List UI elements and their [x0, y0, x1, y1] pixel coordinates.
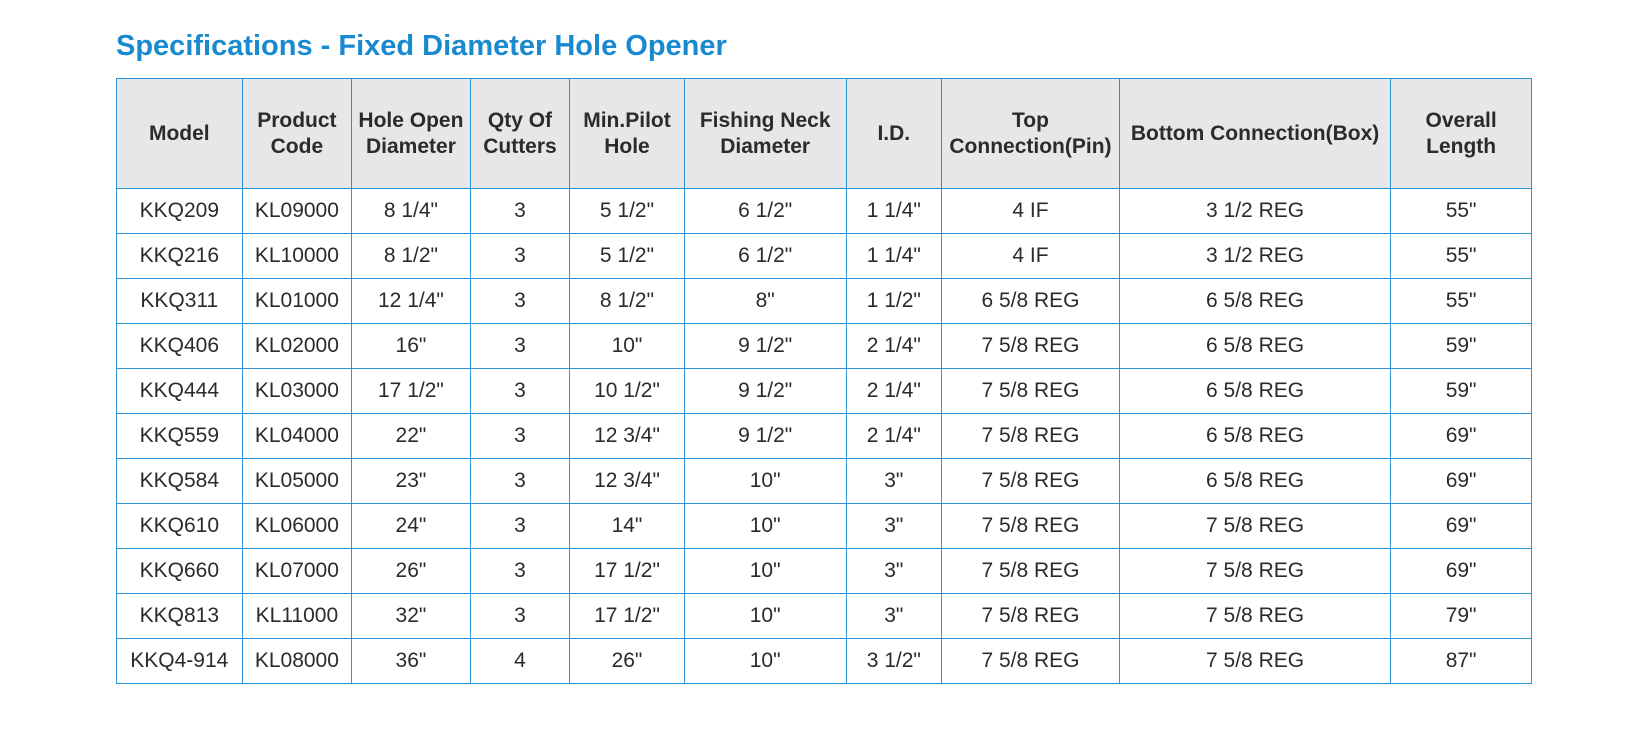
cell-model: KKQ311: [117, 279, 243, 324]
header-qty-of-cutters: Qty Of Cutters: [470, 79, 569, 189]
table-row: [117, 459, 1532, 504]
cell-fishing-neck-diameter: 9 1/2": [684, 369, 846, 414]
cell-product-code: KL03000: [242, 369, 352, 414]
cell-top-connection: 7 5/8 REG: [942, 324, 1120, 369]
cell-hole-open-diameter: 22": [352, 414, 471, 459]
cell-model: KKQ813: [117, 594, 243, 639]
cell-min-pilot-hole: 5 1/2": [570, 234, 685, 279]
cell-hole-open-diameter: 32": [352, 594, 471, 639]
cell-id: 3": [846, 504, 941, 549]
cell-overall-length: 55": [1391, 279, 1532, 324]
cell-min-pilot-hole: 10 1/2": [570, 369, 685, 414]
table-row: [117, 549, 1532, 594]
cell-bottom-connection: 7 5/8 REG: [1119, 549, 1390, 594]
cell-id: 2 1/4": [846, 324, 941, 369]
table-row: [117, 189, 1532, 234]
cell-bottom-connection: 7 5/8 REG: [1119, 594, 1390, 639]
cell-bottom-connection: 3 1/2 REG: [1119, 234, 1390, 279]
cell-fishing-neck-diameter: 10": [684, 549, 846, 594]
cell-id: 3": [846, 594, 941, 639]
header-top-connection: Top Connection(Pin): [942, 79, 1120, 189]
cell-min-pilot-hole: 12 3/4": [570, 459, 685, 504]
cell-bottom-connection: 6 5/8 REG: [1119, 459, 1390, 504]
cell-bottom-connection: 6 5/8 REG: [1119, 279, 1390, 324]
cell-model: KKQ660: [117, 549, 243, 594]
table-header-row: [117, 79, 1532, 189]
cell-qty-of-cutters: 3: [470, 324, 569, 369]
cell-min-pilot-hole: 10": [570, 324, 685, 369]
cell-fishing-neck-diameter: 10": [684, 639, 846, 684]
table-body: [117, 189, 1532, 684]
specifications-table: [116, 78, 1532, 684]
header-overall-length: Overall Length: [1391, 79, 1532, 189]
cell-min-pilot-hole: 5 1/2": [570, 189, 685, 234]
cell-bottom-connection: 3 1/2 REG: [1119, 189, 1390, 234]
cell-hole-open-diameter: 17 1/2": [352, 369, 471, 414]
cell-overall-length: 87": [1391, 639, 1532, 684]
cell-fishing-neck-diameter: 9 1/2": [684, 414, 846, 459]
cell-top-connection: 6 5/8 REG: [942, 279, 1120, 324]
table-row: [117, 279, 1532, 324]
cell-min-pilot-hole: 17 1/2": [570, 594, 685, 639]
cell-id: 1 1/4": [846, 189, 941, 234]
header-fishing-neck-diameter: Fishing Neck Diameter: [684, 79, 846, 189]
cell-hole-open-diameter: 23": [352, 459, 471, 504]
cell-fishing-neck-diameter: 10": [684, 504, 846, 549]
cell-hole-open-diameter: 16": [352, 324, 471, 369]
cell-top-connection: 7 5/8 REG: [942, 504, 1120, 549]
cell-id: 3": [846, 459, 941, 504]
cell-hole-open-diameter: 24": [352, 504, 471, 549]
cell-model: KKQ584: [117, 459, 243, 504]
cell-product-code: KL11000: [242, 594, 352, 639]
header-hole-open-diameter: Hole Open Diameter: [352, 79, 471, 189]
cell-bottom-connection: 7 5/8 REG: [1119, 639, 1390, 684]
cell-top-connection: 7 5/8 REG: [942, 639, 1120, 684]
header-product-code: Product Code: [242, 79, 352, 189]
cell-product-code: KL01000: [242, 279, 352, 324]
cell-top-connection: 7 5/8 REG: [942, 549, 1120, 594]
cell-min-pilot-hole: 12 3/4": [570, 414, 685, 459]
cell-min-pilot-hole: 8 1/2": [570, 279, 685, 324]
table-row: [117, 369, 1532, 414]
cell-bottom-connection: 7 5/8 REG: [1119, 504, 1390, 549]
table-row: [117, 639, 1532, 684]
cell-hole-open-diameter: 8 1/4": [352, 189, 471, 234]
header-model: Model: [117, 79, 243, 189]
header-id: I.D.: [846, 79, 941, 189]
cell-overall-length: 69": [1391, 459, 1532, 504]
cell-qty-of-cutters: 3: [470, 594, 569, 639]
cell-min-pilot-hole: 17 1/2": [570, 549, 685, 594]
page-title: Specifications - Fixed Diameter Hole Opener: [116, 30, 727, 62]
cell-fishing-neck-diameter: 10": [684, 459, 846, 504]
cell-overall-length: 59": [1391, 369, 1532, 414]
cell-hole-open-diameter: 12 1/4": [352, 279, 471, 324]
cell-hole-open-diameter: 26": [352, 549, 471, 594]
cell-product-code: KL04000: [242, 414, 352, 459]
cell-fishing-neck-diameter: 6 1/2": [684, 189, 846, 234]
cell-model: KKQ216: [117, 234, 243, 279]
cell-model: KKQ4-914: [117, 639, 243, 684]
table-row: [117, 234, 1532, 279]
header-bottom-connection: Bottom Connection(Box): [1119, 79, 1390, 189]
cell-model: KKQ209: [117, 189, 243, 234]
cell-id: 3 1/2": [846, 639, 941, 684]
cell-top-connection: 4 IF: [942, 234, 1120, 279]
cell-qty-of-cutters: 3: [470, 549, 569, 594]
cell-fishing-neck-diameter: 10": [684, 594, 846, 639]
cell-model: KKQ406: [117, 324, 243, 369]
cell-min-pilot-hole: 26": [570, 639, 685, 684]
cell-bottom-connection: 6 5/8 REG: [1119, 414, 1390, 459]
cell-qty-of-cutters: 3: [470, 369, 569, 414]
cell-id: 1 1/2": [846, 279, 941, 324]
cell-bottom-connection: 6 5/8 REG: [1119, 369, 1390, 414]
cell-id: 2 1/4": [846, 369, 941, 414]
cell-min-pilot-hole: 14": [570, 504, 685, 549]
cell-top-connection: 7 5/8 REG: [942, 594, 1120, 639]
cell-hole-open-diameter: 8 1/2": [352, 234, 471, 279]
cell-fishing-neck-diameter: 6 1/2": [684, 234, 846, 279]
cell-fishing-neck-diameter: 9 1/2": [684, 324, 846, 369]
cell-product-code: KL05000: [242, 459, 352, 504]
cell-product-code: KL02000: [242, 324, 352, 369]
header-min-pilot-hole: Min.Pilot Hole: [570, 79, 685, 189]
cell-qty-of-cutters: 3: [470, 189, 569, 234]
cell-overall-length: 59": [1391, 324, 1532, 369]
cell-id: 2 1/4": [846, 414, 941, 459]
cell-product-code: KL07000: [242, 549, 352, 594]
cell-product-code: KL06000: [242, 504, 352, 549]
table-row: [117, 504, 1532, 549]
cell-top-connection: 7 5/8 REG: [942, 369, 1120, 414]
cell-overall-length: 69": [1391, 414, 1532, 459]
cell-qty-of-cutters: 3: [470, 234, 569, 279]
cell-qty-of-cutters: 3: [470, 459, 569, 504]
cell-top-connection: 7 5/8 REG: [942, 414, 1120, 459]
cell-bottom-connection: 6 5/8 REG: [1119, 324, 1390, 369]
cell-overall-length: 79": [1391, 594, 1532, 639]
cell-qty-of-cutters: 3: [470, 504, 569, 549]
table-row: [117, 594, 1532, 639]
cell-hole-open-diameter: 36": [352, 639, 471, 684]
cell-qty-of-cutters: 4: [470, 639, 569, 684]
cell-overall-length: 55": [1391, 234, 1532, 279]
cell-product-code: KL08000: [242, 639, 352, 684]
cell-model: KKQ559: [117, 414, 243, 459]
table-row: [117, 414, 1532, 459]
cell-top-connection: 4 IF: [942, 189, 1120, 234]
cell-model: KKQ610: [117, 504, 243, 549]
cell-product-code: KL10000: [242, 234, 352, 279]
table-row: [117, 324, 1532, 369]
cell-id: 3": [846, 549, 941, 594]
cell-model: KKQ444: [117, 369, 243, 414]
cell-id: 1 1/4": [846, 234, 941, 279]
cell-qty-of-cutters: 3: [470, 279, 569, 324]
cell-qty-of-cutters: 3: [470, 414, 569, 459]
cell-top-connection: 7 5/8 REG: [942, 459, 1120, 504]
cell-overall-length: 69": [1391, 504, 1532, 549]
cell-overall-length: 69": [1391, 549, 1532, 594]
cell-overall-length: 55": [1391, 189, 1532, 234]
cell-fishing-neck-diameter: 8": [684, 279, 846, 324]
cell-product-code: KL09000: [242, 189, 352, 234]
